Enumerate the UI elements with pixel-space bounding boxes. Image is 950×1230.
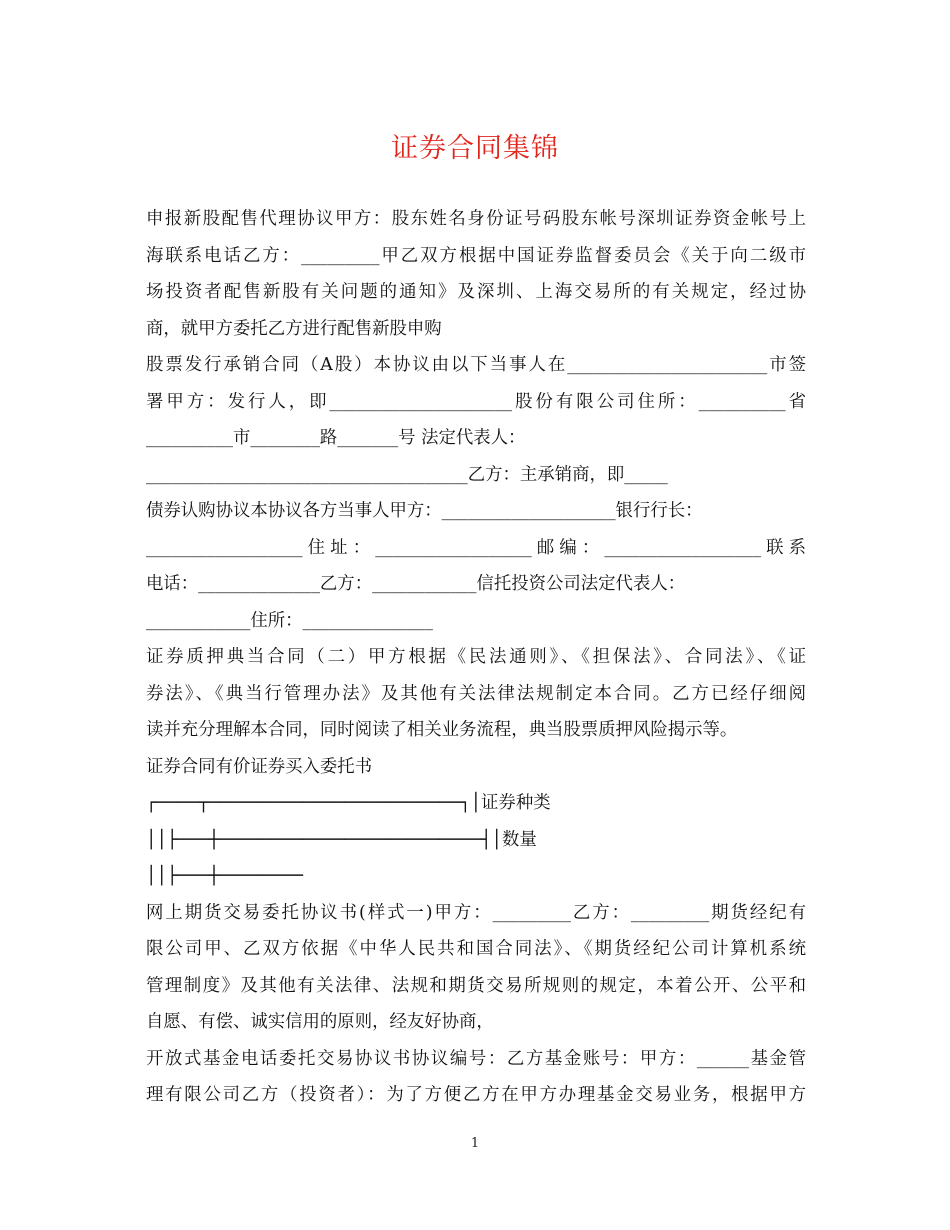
text-line: 证券质押典当合同（二）甲方根据《民法通则》、《担保法》、合同法》、《证	[146, 647, 806, 667]
text-line: 场投资者配售新股有关问题的通知》及深圳、上海交易所的有关规定，经过协	[146, 282, 806, 302]
text-line: 证券合同有价证券买入委托书	[146, 756, 373, 777]
text-line: 股票发行承销合同（A股）本协议由以下当事人在_______________________市签	[146, 355, 806, 375]
text-line: 网上期货交易委托协议书(样式一)甲方：_________乙方：_________期货经纪有	[146, 902, 806, 923]
text-line: __________市________路_______号 法定代表人：	[146, 428, 526, 448]
text-line: __________________住址：__________________邮编：__________________联系	[146, 537, 806, 558]
text-line: 商，就甲方委托乙方进行配售新股申购	[146, 318, 442, 339]
text-line: 署甲方：发行人，即_____________________股份有限公司住所：__________省	[146, 391, 806, 412]
text-line: 券法》、《典当行管理办法》及其他有关法律法规制定本合同。乙方已经仔细阅	[146, 683, 806, 704]
document-title: 证券合同集锦	[391, 133, 559, 164]
text-line: 海联系电话乙方：_________甲乙双方根据中国证券监督委员会《关于向二级市	[146, 245, 806, 266]
text-line: _____________________________________乙方：主承销商，即_____	[146, 464, 668, 485]
text-line: ││├───┼────────	[146, 866, 304, 886]
text-line: 自愿、有偿、诚实信用的原则，经友好协商，	[146, 1012, 494, 1032]
document-body	[146, 201, 806, 1114]
text-line: 电话：______________乙方：____________信托投资公司法定代表人：	[146, 574, 686, 594]
text-line: ││├───┼─────────────────────────┤│数量	[146, 829, 537, 850]
text-line: 开放式基金电话委托交易协议书协议编号：乙方基金账号：甲方：______基金管	[146, 1048, 806, 1069]
text-line: 读并充分理解本合同，同时阅读了相关业务流程，典当股票质押风险揭示等。	[146, 720, 738, 740]
text-line: ┌────┬────────────────────────┐│证券种类	[146, 793, 551, 813]
text-line: 债券认购协议本协议各方当事人甲方：____________________银行行长：	[146, 501, 703, 521]
text-line: 申报新股配售代理协议甲方：股东姓名身份证号码股东帐号深圳证券资金帐号上	[146, 209, 806, 229]
page-number: 1	[470, 1136, 480, 1151]
text-line: ____________住所：_______________	[146, 610, 433, 631]
text-line: 管理制度》及其他有关法律、法规和期货交易所规则的规定，本着公开、公平和	[146, 975, 806, 996]
text-line: 理有限公司乙方（投资者）：为了方便乙方在甲方办理基金交易业务，根据甲方	[146, 1085, 806, 1105]
text-line: 限公司甲、乙双方依据《中华人民共和国合同法》、《期货经纪公司计算机系统	[146, 939, 806, 959]
